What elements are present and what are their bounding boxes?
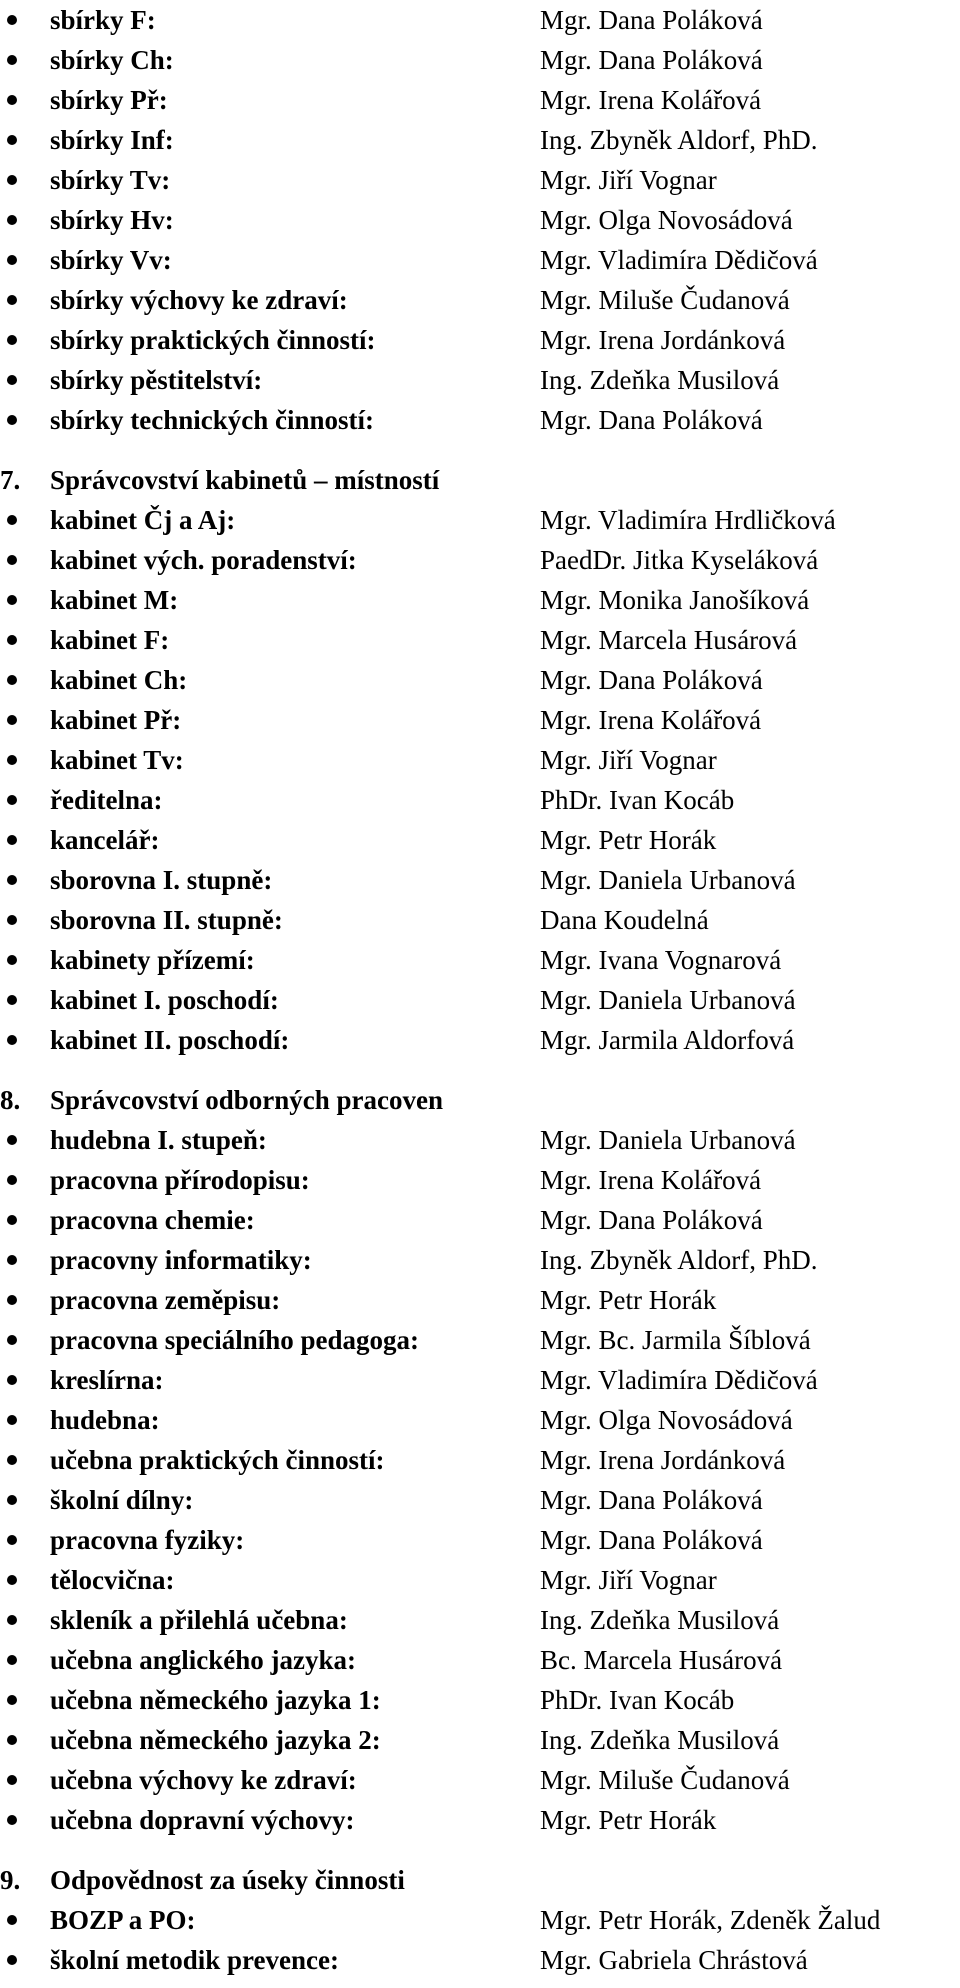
item-person: Mgr. Irena Jordánková bbox=[540, 1445, 786, 1475]
item-person: Mgr. Daniela Urbanová bbox=[540, 1125, 796, 1155]
item-person: Mgr. Jiří Vognar bbox=[540, 1565, 717, 1595]
bullet-icon bbox=[7, 295, 17, 305]
list-item bbox=[0, 1760, 960, 1800]
item-label: pracovna přírodopisu: bbox=[50, 1165, 310, 1195]
item-person: Mgr. Dana Poláková bbox=[540, 405, 763, 435]
item-label: sborovna II. stupně: bbox=[50, 905, 283, 935]
list-item bbox=[0, 1280, 960, 1320]
section-heading bbox=[0, 460, 960, 500]
item-label: sbírky Ch: bbox=[50, 45, 174, 75]
bullet-icon bbox=[7, 555, 17, 565]
list-item bbox=[0, 540, 960, 580]
bullet-icon bbox=[7, 215, 17, 225]
item-person: Mgr. Vladimíra Hrdličková bbox=[540, 505, 836, 535]
item-person: Mgr. Daniela Urbanová bbox=[540, 985, 796, 1015]
item-label: kancelář: bbox=[50, 825, 160, 855]
item-person: Mgr. Petr Horák bbox=[540, 825, 717, 855]
item-label: kabinet Čj a Aj: bbox=[50, 505, 236, 535]
item-label: učebna německého jazyka 1: bbox=[50, 1685, 381, 1715]
bullet-icon bbox=[7, 1295, 17, 1305]
list-item bbox=[0, 740, 960, 780]
list-item bbox=[0, 1480, 960, 1520]
bullet-icon bbox=[7, 1495, 17, 1505]
list-item bbox=[0, 500, 960, 540]
bullet-icon bbox=[7, 795, 17, 805]
bullet-icon bbox=[7, 1035, 17, 1045]
item-label: kabinet Př: bbox=[50, 705, 182, 735]
item-person: Mgr. Vladimíra Dědičová bbox=[540, 1365, 818, 1395]
item-person: Mgr. Irena Kolářová bbox=[540, 85, 762, 115]
list-item bbox=[0, 1240, 960, 1280]
item-label: sbírky Vv: bbox=[50, 245, 172, 275]
item-person: Mgr. Bc. Jarmila Šíblová bbox=[540, 1325, 811, 1355]
list-item bbox=[0, 1600, 960, 1640]
item-label: hudebna I. stupeň: bbox=[50, 1125, 267, 1155]
section-number: 8. bbox=[0, 1085, 21, 1115]
item-label: pracovna zeměpisu: bbox=[50, 1285, 281, 1315]
section-number: 7. bbox=[0, 465, 21, 495]
bullet-icon bbox=[7, 875, 17, 885]
list-item bbox=[0, 1680, 960, 1720]
bullet-icon bbox=[7, 1735, 17, 1745]
item-person: Mgr. Dana Poláková bbox=[540, 45, 763, 75]
item-person: Ing. Zdeňka Musilová bbox=[540, 1725, 780, 1755]
bullet-icon bbox=[7, 915, 17, 925]
list-item bbox=[0, 1520, 960, 1560]
bullet-icon bbox=[7, 515, 17, 525]
bullet-icon bbox=[7, 375, 17, 385]
item-person: Mgr. Olga Novosádová bbox=[540, 1405, 793, 1435]
item-person: Dana Koudelná bbox=[540, 905, 709, 935]
list-item bbox=[0, 0, 960, 40]
section-heading bbox=[0, 1860, 960, 1900]
item-person: Mgr. Dana Poláková bbox=[540, 665, 763, 695]
bullet-icon bbox=[7, 635, 17, 645]
section-3 bbox=[0, 1080, 960, 1840]
bullet-icon bbox=[7, 715, 17, 725]
list-item bbox=[0, 1200, 960, 1240]
section-number: 9. bbox=[0, 1865, 21, 1895]
bullet-icon bbox=[7, 1615, 17, 1625]
bullet-icon bbox=[7, 1375, 17, 1385]
item-person: Mgr. Irena Jordánková bbox=[540, 325, 786, 355]
item-label: pracovna chemie: bbox=[50, 1205, 255, 1235]
bullet-icon bbox=[7, 595, 17, 605]
item-person: Mgr. Dana Poláková bbox=[540, 5, 763, 35]
item-person: Mgr. Petr Horák bbox=[540, 1285, 717, 1315]
bullet-icon bbox=[7, 1955, 17, 1965]
list-item bbox=[0, 820, 960, 860]
bullet-icon bbox=[7, 1695, 17, 1705]
item-label: kabinety přízemí: bbox=[50, 945, 255, 975]
item-label: sbírky Inf: bbox=[50, 125, 174, 155]
bullet-icon bbox=[7, 1915, 17, 1925]
bullet-icon bbox=[7, 1175, 17, 1185]
list-item bbox=[0, 1400, 960, 1440]
bullet-icon bbox=[7, 1655, 17, 1665]
list-item bbox=[0, 1720, 960, 1760]
list-item bbox=[0, 980, 960, 1020]
item-person: Mgr. Jarmila Aldorfová bbox=[540, 1025, 795, 1055]
item-label: kreslírna: bbox=[50, 1365, 164, 1395]
list-item bbox=[0, 320, 960, 360]
list-item bbox=[0, 280, 960, 320]
item-person: Mgr. Vladimíra Dědičová bbox=[540, 245, 818, 275]
list-item bbox=[0, 360, 960, 400]
list-item bbox=[0, 200, 960, 240]
item-label: učebna dopravní výchovy: bbox=[50, 1805, 355, 1835]
list-item bbox=[0, 1320, 960, 1360]
item-person: Mgr. Monika Janošíková bbox=[540, 585, 810, 615]
list-item bbox=[0, 780, 960, 820]
item-person: Ing. Zbyněk Aldorf, PhD. bbox=[540, 1245, 818, 1275]
item-person: Mgr. Dana Poláková bbox=[540, 1485, 763, 1515]
bullet-icon bbox=[7, 135, 17, 145]
item-label: školní metodik prevence: bbox=[50, 1945, 339, 1975]
item-person: Mgr. Jiří Vognar bbox=[540, 165, 717, 195]
item-person: PhDr. Ivan Kocáb bbox=[540, 785, 735, 815]
item-label: kabinet II. poschodí: bbox=[50, 1025, 290, 1055]
list-item bbox=[0, 120, 960, 160]
bullet-icon bbox=[7, 955, 17, 965]
bullet-icon bbox=[7, 255, 17, 265]
list-item bbox=[0, 80, 960, 120]
item-label: sbírky Tv: bbox=[50, 165, 171, 195]
item-label: učebna německého jazyka 2: bbox=[50, 1725, 381, 1755]
item-person: Mgr. Gabriela Chrástová bbox=[540, 1945, 808, 1975]
item-label: sbírky Hv: bbox=[50, 205, 174, 235]
item-label: kabinet M: bbox=[50, 585, 179, 615]
bullet-icon bbox=[7, 1135, 17, 1145]
bullet-icon bbox=[7, 1255, 17, 1265]
list-item bbox=[0, 660, 960, 700]
item-person: Ing. Zdeňka Musilová bbox=[540, 365, 780, 395]
section-4 bbox=[0, 1860, 960, 1980]
item-person: Mgr. Dana Poláková bbox=[540, 1205, 763, 1235]
item-label: sbírky F: bbox=[50, 5, 156, 35]
item-person: Ing. Zbyněk Aldorf, PhD. bbox=[540, 125, 818, 155]
section-title: Odpovědnost za úseky činnosti bbox=[50, 1865, 405, 1895]
item-person: Mgr. Miluše Čudanová bbox=[540, 1765, 790, 1795]
list-item bbox=[0, 1900, 960, 1940]
bullet-icon bbox=[7, 415, 17, 425]
bullet-icon bbox=[7, 1415, 17, 1425]
list-item bbox=[0, 1640, 960, 1680]
list-item bbox=[0, 40, 960, 80]
section-2 bbox=[0, 460, 960, 1060]
item-person: Bc. Marcela Husárová bbox=[540, 1645, 783, 1675]
item-label: pracovna fyziky: bbox=[50, 1525, 245, 1555]
item-label: učebna praktických činností: bbox=[50, 1445, 385, 1475]
item-person: Mgr. Jiří Vognar bbox=[540, 745, 717, 775]
item-label: pracovny informatiky: bbox=[50, 1245, 312, 1275]
bullet-icon bbox=[7, 175, 17, 185]
list-item bbox=[0, 940, 960, 980]
item-label: sbírky pěstitelství: bbox=[50, 365, 263, 395]
item-label: skleník a přilehlá učebna: bbox=[50, 1605, 348, 1635]
section-title: Správcovství odborných pracoven bbox=[50, 1085, 444, 1115]
bullet-icon bbox=[7, 335, 17, 345]
list-item bbox=[0, 240, 960, 280]
item-person: Mgr. Marcela Husárová bbox=[540, 625, 798, 655]
bullet-icon bbox=[7, 1535, 17, 1545]
bullet-icon bbox=[7, 1215, 17, 1225]
bullet-icon bbox=[7, 15, 17, 25]
list-item bbox=[0, 1440, 960, 1480]
bullet-icon bbox=[7, 1815, 17, 1825]
bullet-icon bbox=[7, 1335, 17, 1345]
list-item bbox=[0, 700, 960, 740]
section-title: Správcovství kabinetů – místností bbox=[50, 465, 440, 495]
list-item bbox=[0, 400, 960, 440]
bullet-icon bbox=[7, 95, 17, 105]
list-item bbox=[0, 1160, 960, 1200]
bullet-icon bbox=[7, 1575, 17, 1585]
item-label: ředitelna: bbox=[50, 785, 163, 815]
item-label: učebna výchovy ke zdraví: bbox=[50, 1765, 357, 1795]
list-item bbox=[0, 1940, 960, 1980]
section-heading bbox=[0, 1080, 960, 1120]
section-1 bbox=[0, 0, 960, 440]
list-item bbox=[0, 1020, 960, 1060]
list-item bbox=[0, 620, 960, 660]
item-label: sbírky výchovy ke zdraví: bbox=[50, 285, 348, 315]
item-person: PhDr. Ivan Kocáb bbox=[540, 1685, 735, 1715]
item-person: Mgr. Irena Kolářová bbox=[540, 705, 762, 735]
item-label: učebna anglického jazyka: bbox=[50, 1645, 357, 1675]
item-person: Mgr. Petr Horák, Zdeněk Žalud bbox=[540, 1905, 881, 1935]
item-label: kabinet Tv: bbox=[50, 745, 184, 775]
list-item bbox=[0, 1360, 960, 1400]
item-label: sbírky Př: bbox=[50, 85, 168, 115]
bullet-icon bbox=[7, 995, 17, 1005]
item-label: kabinet F: bbox=[50, 625, 170, 655]
item-person: Mgr. Ivana Vognarová bbox=[540, 945, 782, 975]
list-item bbox=[0, 160, 960, 200]
item-person: Mgr. Olga Novosádová bbox=[540, 205, 793, 235]
item-label: BOZP a PO: bbox=[50, 1905, 196, 1935]
list-item bbox=[0, 580, 960, 620]
item-person: Ing. Zdeňka Musilová bbox=[540, 1605, 780, 1635]
bullet-icon bbox=[7, 1455, 17, 1465]
list-item bbox=[0, 860, 960, 900]
list-item bbox=[0, 1800, 960, 1840]
item-label: tělocvična: bbox=[50, 1565, 175, 1595]
item-person: Mgr. Dana Poláková bbox=[540, 1525, 763, 1555]
item-label: kabinet Ch: bbox=[50, 665, 188, 695]
item-label: sborovna I. stupně: bbox=[50, 865, 273, 895]
bullet-icon bbox=[7, 755, 17, 765]
list-item bbox=[0, 1120, 960, 1160]
item-label: sbírky praktických činností: bbox=[50, 325, 376, 355]
item-label: kabinet vých. poradenství: bbox=[50, 545, 357, 575]
item-person: Mgr. Miluše Čudanová bbox=[540, 285, 790, 315]
item-person: Mgr. Petr Horák bbox=[540, 1805, 717, 1835]
list-item bbox=[0, 900, 960, 940]
item-label: sbírky technických činností: bbox=[50, 405, 375, 435]
list-item bbox=[0, 1560, 960, 1600]
bullet-icon bbox=[7, 1775, 17, 1785]
bullet-icon bbox=[7, 835, 17, 845]
item-person: PaedDr. Jitka Kyseláková bbox=[540, 545, 819, 575]
item-label: hudebna: bbox=[50, 1405, 160, 1435]
item-label: školní dílny: bbox=[50, 1485, 194, 1515]
item-person: Mgr. Daniela Urbanová bbox=[540, 865, 796, 895]
bullet-icon bbox=[7, 675, 17, 685]
item-person: Mgr. Irena Kolářová bbox=[540, 1165, 762, 1195]
bullet-icon bbox=[7, 55, 17, 65]
item-label: pracovna speciálního pedagoga: bbox=[50, 1325, 420, 1355]
item-label: kabinet I. poschodí: bbox=[50, 985, 279, 1015]
